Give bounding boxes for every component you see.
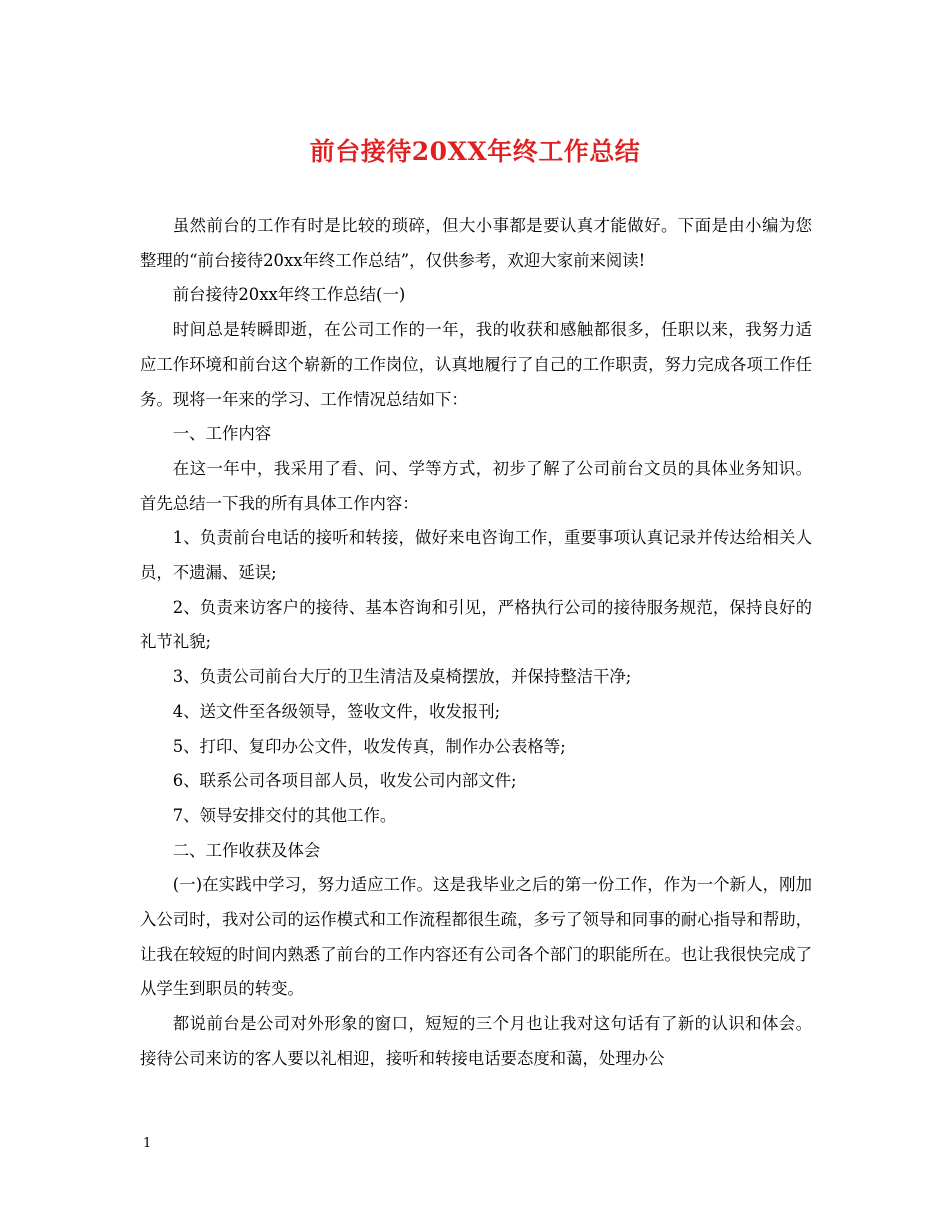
paragraph: (一)在实践中学习，努力适应工作。这是我毕业之后的第一份工作，作为一个新人，刚加入公司时，我对公司的运作模式和工作流程都很生疏，多亏了领导和同事的耐心指导和帮助，让我在较短的时间内熟悉了前台的工作内容还有公司各个部门的职能所在。也让我很快完成了从学生到职员的转变。 — [140, 875, 813, 999]
paragraph: 在这一年中，我采用了看、问、学等方式，初步了解了公司前台文员的具体业务知识。首先总结一下我的所有具体工作内容： — [140, 458, 812, 513]
section-heading: 前台接待20xx年终工作总结(一) — [172, 285, 406, 305]
list-item: 5、打印、复印办公文件，收发传真，制作办公表格等; — [172, 736, 566, 756]
list-item: 6、联系公司各项目部人员，收发公司内部文件; — [172, 771, 517, 791]
document-body — [140, 209, 812, 1077]
list-item: 1、负责前台电话的接听和转接，做好来电咨询工作，重要事项认真记录并传达给相关人员，不遗漏、延误; — [140, 528, 812, 583]
list-item: 2、负责来访客户的接待、基本咨询和引见，严格执行公司的接待服务规范，保持良好的礼节礼貌; — [140, 597, 812, 652]
document-title: 前台接待20XX年终工作总结 — [309, 137, 641, 166]
page-number: 1 — [143, 1136, 152, 1151]
section-heading: 一、工作内容 — [172, 424, 272, 444]
list-item: 4、送文件至各级领导，签收文件，收发报刊; — [172, 701, 501, 721]
list-item: 3、负责公司前台大厅的卫生清洁及桌椅摆放，并保持整洁干净; — [172, 667, 632, 687]
paragraph: 虽然前台的工作有时是比较的琐碎，但大小事都是要认真才能做好。下面是由小编为您整理的“前台接待20xx年终工作总结”，仅供参考，欢迎大家前来阅读! — [140, 216, 812, 270]
section-heading: 二、工作收获及体会 — [172, 840, 321, 860]
list-item: 7、领导安排交付的其他工作。 — [172, 805, 397, 825]
paragraph: 时间总是转瞬即逝，在公司工作的一年，我的收获和感触都很多，任职以来，我努力适应工作环境和前台这个崭新的工作岗位，认真地履行了自己的工作职责，努力完成各项工作任务。现将一年来的学习、工作情况总结如下： — [140, 320, 813, 409]
paragraph: 都说前台是公司对外形象的窗口，短短的三个月也让我对这句话有了新的认识和体会。接待公司来访的客人要以礼相迎，接听和转接电话要态度和蔼，处理办公 — [140, 1014, 812, 1068]
